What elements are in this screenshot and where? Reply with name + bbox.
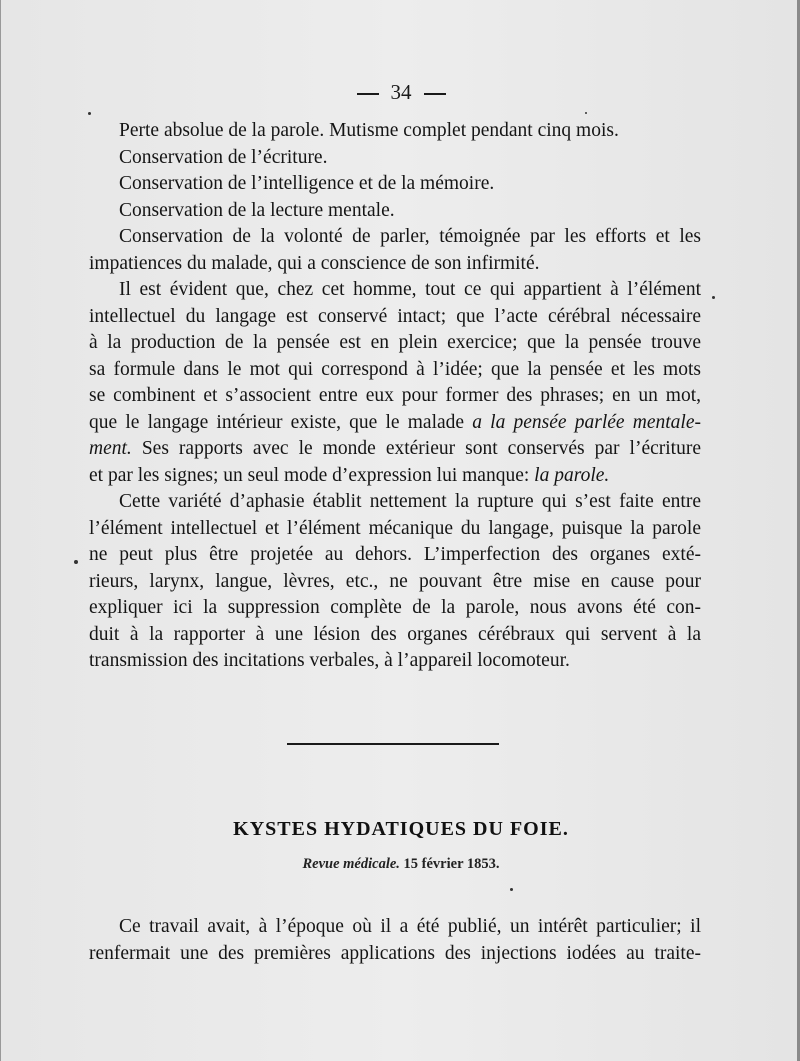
italic-text: a la pensée parlée mentale- (472, 411, 701, 433)
line-text: Conservation de la lecture mentale. (119, 199, 395, 221)
source-date: 15 février 1853. (399, 856, 500, 872)
print-speck (585, 112, 587, 114)
text-line (89, 436, 701, 463)
text-line (89, 542, 701, 569)
text-line (89, 145, 701, 172)
text-line (89, 383, 701, 410)
line-text: sa formule dans le mot qui correspond à l’idée; que la pensée et les mots (89, 358, 701, 380)
text-line (89, 622, 701, 649)
line-text: que le langage intérieur existe, que le malade (89, 411, 473, 433)
page-number (1, 80, 800, 105)
text-line (89, 251, 701, 278)
line-text: expliquer ici la suppression complète de la parole, nous avons été con- (89, 597, 701, 618)
text-line (89, 516, 701, 543)
line-text: à la production de la pensée est en plein exercice; que la pensée trouve (89, 332, 701, 353)
line-text: intellectuel du langage est conservé intact; que l’acte cérébral nécessaire (89, 305, 701, 327)
line-text: renfermait une des premières applications des injections iodées au traite- (89, 942, 701, 964)
text-line (89, 224, 701, 251)
line-text: duit à la rapporter à une lésion des organes cérébraux qui servent à la (89, 623, 701, 645)
line-text: se combinent et s’associent entre eux pour former des phrases; en un mot, (89, 385, 701, 406)
text-line (89, 410, 701, 437)
dash-left (357, 93, 379, 95)
italic-text: ment. (89, 438, 132, 459)
text-line (89, 330, 701, 357)
body-text-block-2 (89, 914, 701, 967)
section-divider (287, 743, 499, 745)
line-text: ne peut plus être projetée au dehors. L’imperfection des organes exté- (89, 544, 701, 565)
text-line (89, 595, 701, 622)
line-text: Ce travail avait, à l’époque où il a été publié, un intérêt particulier; il (119, 916, 701, 937)
line-text: Ses rapports avec le monde extérieur sont conservés par l’écriture (131, 438, 701, 459)
body-text-block-1 (89, 118, 701, 675)
page-number-value: 34 (390, 80, 412, 104)
dash-right (424, 93, 446, 95)
print-speck (712, 296, 715, 299)
text-line (89, 489, 701, 516)
line-text: Conservation de l’intelligence et de la mémoire. (119, 173, 495, 194)
text-line (89, 118, 701, 145)
print-speck (74, 560, 78, 564)
line-text: transmission des incitations verbales, à l’appareil locomoteur. (89, 650, 570, 671)
text-line (89, 171, 701, 198)
text-line (89, 357, 701, 384)
line-text: Conservation de la volonté de parler, témoignée par les efforts et les (119, 226, 701, 247)
source-journal: Revue médicale. (302, 856, 400, 872)
text-line (89, 463, 701, 490)
text-line (89, 569, 701, 596)
text-line (89, 648, 701, 675)
line-text: rieurs, larynx, langue, lèvres, etc., ne pouvant être mise en cause pour (89, 570, 701, 592)
line-text: impatiences du malade, qui a conscience de son infirmité. (89, 252, 540, 274)
italic-text: la parole. (534, 464, 610, 486)
text-line (89, 277, 701, 304)
line-text: et par les signes; un seul mode d’expression lui manque: (89, 464, 535, 486)
line-text: Perte absolue de la parole. Mutisme complet pendant cinq mois. (119, 120, 619, 141)
line-text: Il est évident que, chez cet homme, tout ce qui appartient à l’élément (119, 279, 701, 300)
line-text: Cette variété d’aphasie établit nettement la rupture qui s’est faite entre (119, 491, 701, 512)
print-speck (510, 888, 513, 891)
line-text: l’élément intellectuel et l’élément mécanique du langage, puisque la parole (89, 517, 701, 539)
text-line (89, 198, 701, 225)
print-speck (88, 112, 91, 115)
section-title: KYSTES HYDATIQUES DU FOIE. (233, 818, 569, 840)
text-line (89, 304, 701, 331)
text-line (89, 914, 701, 941)
text-line (89, 941, 701, 968)
section-source (1, 856, 800, 873)
line-text: Conservation de l’écriture. (119, 146, 328, 168)
